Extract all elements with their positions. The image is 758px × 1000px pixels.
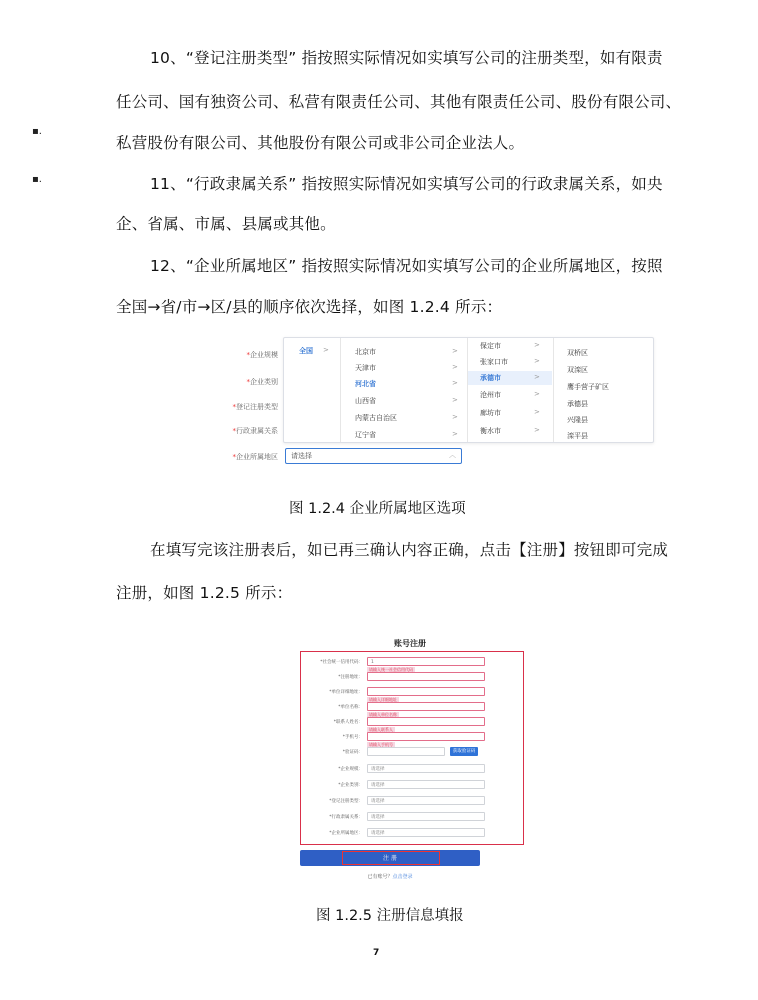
field-label: *行政隶属关系： [329, 815, 363, 820]
register-button[interactable] [300, 850, 480, 866]
cascader-option[interactable]: 北京市 [355, 348, 376, 356]
form-label: *企业规模 [246, 351, 278, 359]
field-label: *企业类别： [338, 783, 363, 788]
field-label: *企业规模： [338, 767, 363, 772]
figure-caption: 图 1.2.5 注册信息填报 [316, 908, 464, 924]
scan-speck: ▪. [32, 126, 42, 137]
chevron-right-icon: > [534, 341, 540, 349]
chevron-right-icon: > [534, 357, 540, 365]
field-label: *单位详细地址： [329, 690, 363, 695]
credit-code-input[interactable]: 1 [367, 657, 485, 666]
field-error-hint: 请输入联系人 [369, 727, 393, 732]
paragraph-line: 注册，如图 1.2.5 所示： [116, 584, 293, 602]
page-number: 7 [373, 948, 380, 958]
form-label: *企业所属地区 [232, 453, 278, 461]
verification-code-input[interactable] [367, 747, 445, 756]
chevron-right-icon: > [534, 390, 540, 398]
registration-type-select[interactable]: 请选择 [367, 796, 485, 805]
cascader-option[interactable]: 双桥区 [567, 349, 588, 357]
address-input[interactable] [367, 672, 485, 681]
cascader-option[interactable]: 全国 [299, 347, 313, 355]
chevron-right-icon: > [452, 413, 458, 421]
chevron-up-icon: ︿ [449, 451, 456, 459]
registration-form [300, 651, 524, 845]
region-cascader-figure [222, 334, 652, 468]
paragraph-line: 11、“行政隶属关系” 指按照实际情况如实填写公司的行政隶属关系，如央 [150, 175, 663, 193]
cascader-option[interactable]: 保定市 [480, 342, 501, 350]
field-error-hint: 请输入单位名称 [369, 712, 397, 717]
contact-name-input[interactable] [367, 717, 485, 726]
cascader-option[interactable]: 河北省 [355, 380, 376, 388]
form-label: *企业类别 [246, 378, 278, 386]
paragraph-line: 私营股份有限公司、其他股份有限公司或非公司企业法人。 [116, 134, 525, 152]
detail-address-input[interactable] [367, 687, 485, 696]
paragraph-line: 10、“登记注册类型” 指按照实际情况如实填写公司的注册类型，如有限责 [150, 49, 663, 67]
company-name-input[interactable] [367, 702, 485, 711]
cascader-option[interactable]: 内蒙古自治区 [355, 414, 397, 422]
chevron-right-icon: > [452, 347, 458, 355]
form-title: 账号注册 [394, 639, 426, 648]
paragraph-line: 任公司、国有独资公司、私营有限责任公司、其他有限责任公司、股份有限公司、 [116, 93, 682, 111]
affiliation-select[interactable]: 请选择 [367, 812, 485, 821]
login-link[interactable]: 点击登录 [392, 874, 413, 880]
cascader-option[interactable]: 廊坊市 [480, 409, 501, 417]
cascader-option[interactable]: 滦平县 [567, 432, 588, 440]
get-code-button[interactable]: 获取验证码 [450, 747, 478, 756]
chevron-right-icon: > [452, 430, 458, 438]
paragraph-line: 在填写完该注册表后，如已再三确认内容正确，点击【注册】按钮即可完成 [150, 541, 669, 559]
cascader-option[interactable]: 辽宁省 [355, 431, 376, 439]
field-label: *手机号： [342, 735, 363, 740]
chevron-right-icon: > [452, 396, 458, 404]
login-prompt: 已有账号？点击登录 [367, 874, 413, 880]
form-label: *登记注册类型 [232, 403, 278, 411]
scan-speck: ▪. [32, 174, 42, 185]
chevron-right-icon: > [452, 363, 458, 371]
region-select[interactable]: 请选择 [367, 828, 485, 837]
chevron-right-icon: > [534, 426, 540, 434]
registration-form-figure [290, 632, 530, 882]
paragraph-line: 全国→省/市→区/县的顺序依次选择，如图 1.2.4 所示： [116, 298, 503, 316]
select-placeholder: 请选择 [291, 452, 312, 460]
chevron-right-icon: > [452, 379, 458, 387]
chevron-right-icon: > [323, 346, 329, 354]
register-button-label: 注 册 [383, 855, 397, 862]
cascader-option[interactable]: 双滦区 [567, 366, 588, 374]
category-select[interactable]: 请选择 [367, 780, 485, 789]
cascader-option[interactable]: 承德县 [567, 400, 588, 408]
field-error-hint: 请输入详细地址 [369, 697, 397, 702]
field-label: *单位名称： [338, 705, 363, 710]
cascader-option[interactable]: 山西省 [355, 397, 376, 405]
field-label: *验证码： [342, 750, 363, 755]
paragraph-line: 12、“企业所属地区” 指按照实际情况如实填写公司的企业所属地区，按照 [150, 257, 663, 275]
field-label: *联系人姓名： [333, 720, 363, 725]
scale-select[interactable]: 请选择 [367, 764, 485, 773]
field-label: *登记注册类型： [329, 799, 363, 804]
cascader-option[interactable]: 承德市 [468, 371, 552, 385]
cascader-option[interactable]: 天津市 [355, 364, 376, 372]
chevron-right-icon: > [534, 408, 540, 416]
cascader-option[interactable]: 衡水市 [480, 427, 501, 435]
figure-caption: 图 1.2.4 企业所属地区选项 [289, 501, 466, 517]
paragraph-line: 企、省属、市属、县属或其他。 [116, 215, 336, 233]
cascader-option[interactable]: 沧州市 [480, 391, 501, 399]
region-select[interactable] [285, 448, 462, 464]
cascader-option[interactable]: 张家口市 [480, 358, 508, 366]
field-label: *注册地址： [338, 675, 363, 680]
chevron-right-icon: > [534, 373, 540, 381]
cascader-option[interactable]: 鹰手营子矿区 [567, 383, 609, 391]
field-label: *企业所属地区： [329, 831, 363, 836]
field-error-hint: 请输入手机号 [369, 742, 393, 747]
cascader-option[interactable]: 兴隆县 [567, 416, 588, 424]
field-error-hint: 请输入统一社会信用代码 [369, 667, 413, 672]
phone-input[interactable] [367, 732, 485, 741]
form-label: *行政隶属关系 [232, 427, 278, 435]
field-label: *社会统一信用代码： [320, 660, 363, 665]
cascader-dropdown [283, 337, 654, 443]
